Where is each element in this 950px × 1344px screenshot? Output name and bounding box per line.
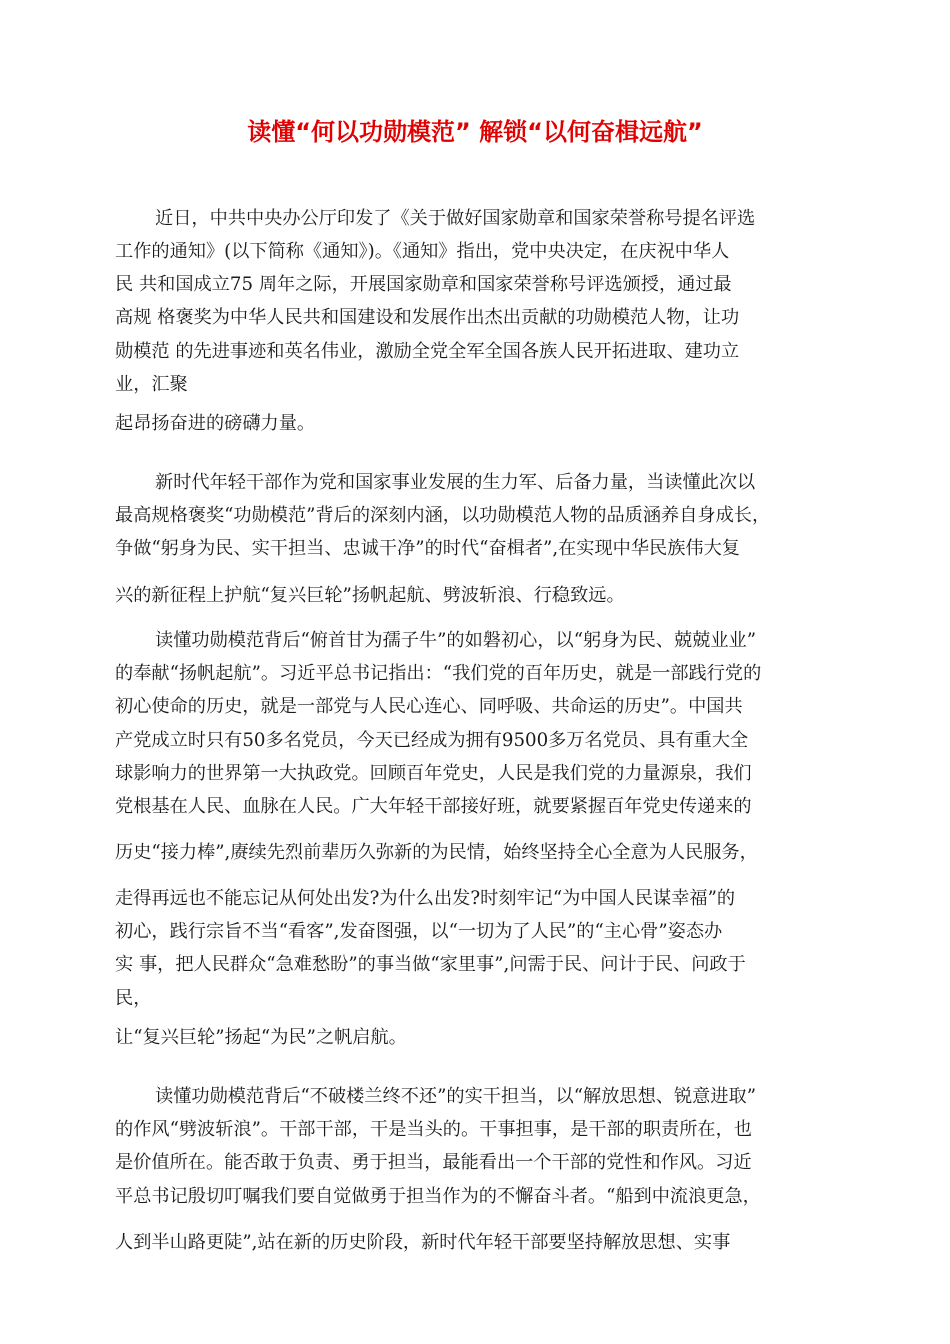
paragraph-line: 最高规格褒奖“功勋模范”背后的深刻内涵，以功勋模范人物的品质涵养自身成长， [115, 505, 771, 526]
paragraph-line: 高规 格褒奖为中华人民共和国建设和发展作出杰出贡献的功勋模范人物，让功 [115, 307, 740, 328]
paragraph-line: 的作风“劈波斩浪”。干部干部，干是当头的。干事担事，是干部的职责所在，也 [115, 1119, 752, 1140]
paragraph-line: 初心使命的历史，就是一部党与人民心连心、同呼吸、共命运的历史”。中国共 [115, 696, 743, 717]
paragraph-line: 争做“躬身为民、实干担当、忠诚干净”的时代“奋楫者”,在实现中华民族伟大复 [115, 538, 740, 559]
paragraph-line: 读懂功勋模范背后“俯首甘为孺子牛”的如磐初心，以“躬身为民、兢兢业业” [155, 630, 757, 651]
paragraph-line: 党根基在人民、血脉在人民。广大年轻干部接好班，就要紧握百年党史传递来的 [115, 796, 752, 817]
paragraph-line: 读懂功勋模范背后“不破楼兰终不还”的实干担当，以“解放思想、锐意进取” [155, 1086, 757, 1107]
paragraph-line: 是价值所在。能否敢于负责、勇于担当，最能看出一个干部的党性和作风。习近 [115, 1152, 752, 1173]
paragraph-line: 业，汇聚 [115, 374, 188, 395]
paragraph-line: 勋模范 的先进事迹和英名伟业，激励全党全军全国各族人民开拓进取、建功立 [115, 341, 740, 362]
paragraph-line: 起昂扬奋进的磅礴力量。 [115, 413, 316, 434]
paragraph-line: 平总书记殷切叮嘱我们要自觉做勇于担当作为的不懈奋斗者。“船到中流浪更急， [115, 1186, 761, 1207]
paragraph-line: 兴的新征程上护航“复兴巨轮”扬帆起航、劈波斩浪、行稳致远。 [115, 585, 625, 606]
paragraph-line: 实 事，把人民群众“急难愁盼”的事当做“家里事”,问需于民、问计于民、问政于 [115, 954, 746, 975]
paragraph-line: 的奉献“扬帆起航”。习近平总书记指出：“我们党的百年历史，就是一部践行党的 [115, 663, 762, 684]
paragraph-line: 产党成立时只有50多名党员，今天已经成为拥有9500多万名党员、具有重大全 [115, 730, 749, 751]
paragraph-line: 球影响力的世界第一大执政党。回顾百年党史，人民是我们党的力量源泉，我们 [115, 763, 752, 784]
paragraph-line: 初心，践行宗旨不当“看客”,发奋图强，以“一切为了人民”的“主心骨”姿态办 [115, 921, 723, 942]
paragraph-line: 人到半山路更陡”,站在新的历史阶段，新时代年轻干部要坚持解放思想、实事 [115, 1232, 731, 1253]
paragraph-line: 工作的通知》(以下简称《通知》)。《通知》指出，党中央决定，在庆祝中华人 [115, 241, 730, 262]
paragraph-line: 近日，中共中央办公厅印发了《关于做好国家勋章和国家荣誉称号提名评选 [155, 208, 756, 229]
paragraph-line: 让“复兴巨轮”扬起“为民”之帆启航。 [115, 1027, 407, 1048]
paragraph-line: 民 共和国成立75 周年之际，开展国家勋章和国家荣誉称号评选颁授，通过最 [115, 274, 732, 295]
paragraph-line: 民， [115, 988, 152, 1009]
paragraph-line: 新时代年轻干部作为党和国家事业发展的生力军、后备力量，当读懂此次以 [155, 472, 756, 493]
paragraph-line: 走得再远也不能忘记从何处出发?为什么出发?时刻牢记“为中国人民谋幸福”的 [115, 888, 736, 909]
paragraph-line: 历史“接力棒”,赓续先烈前辈历久弥新的为民情，始终坚持全心全意为人民服务， [115, 842, 758, 863]
document-title: 读懂“何以功勋模范” 解锁“以何奋楫远航” [247, 118, 703, 146]
